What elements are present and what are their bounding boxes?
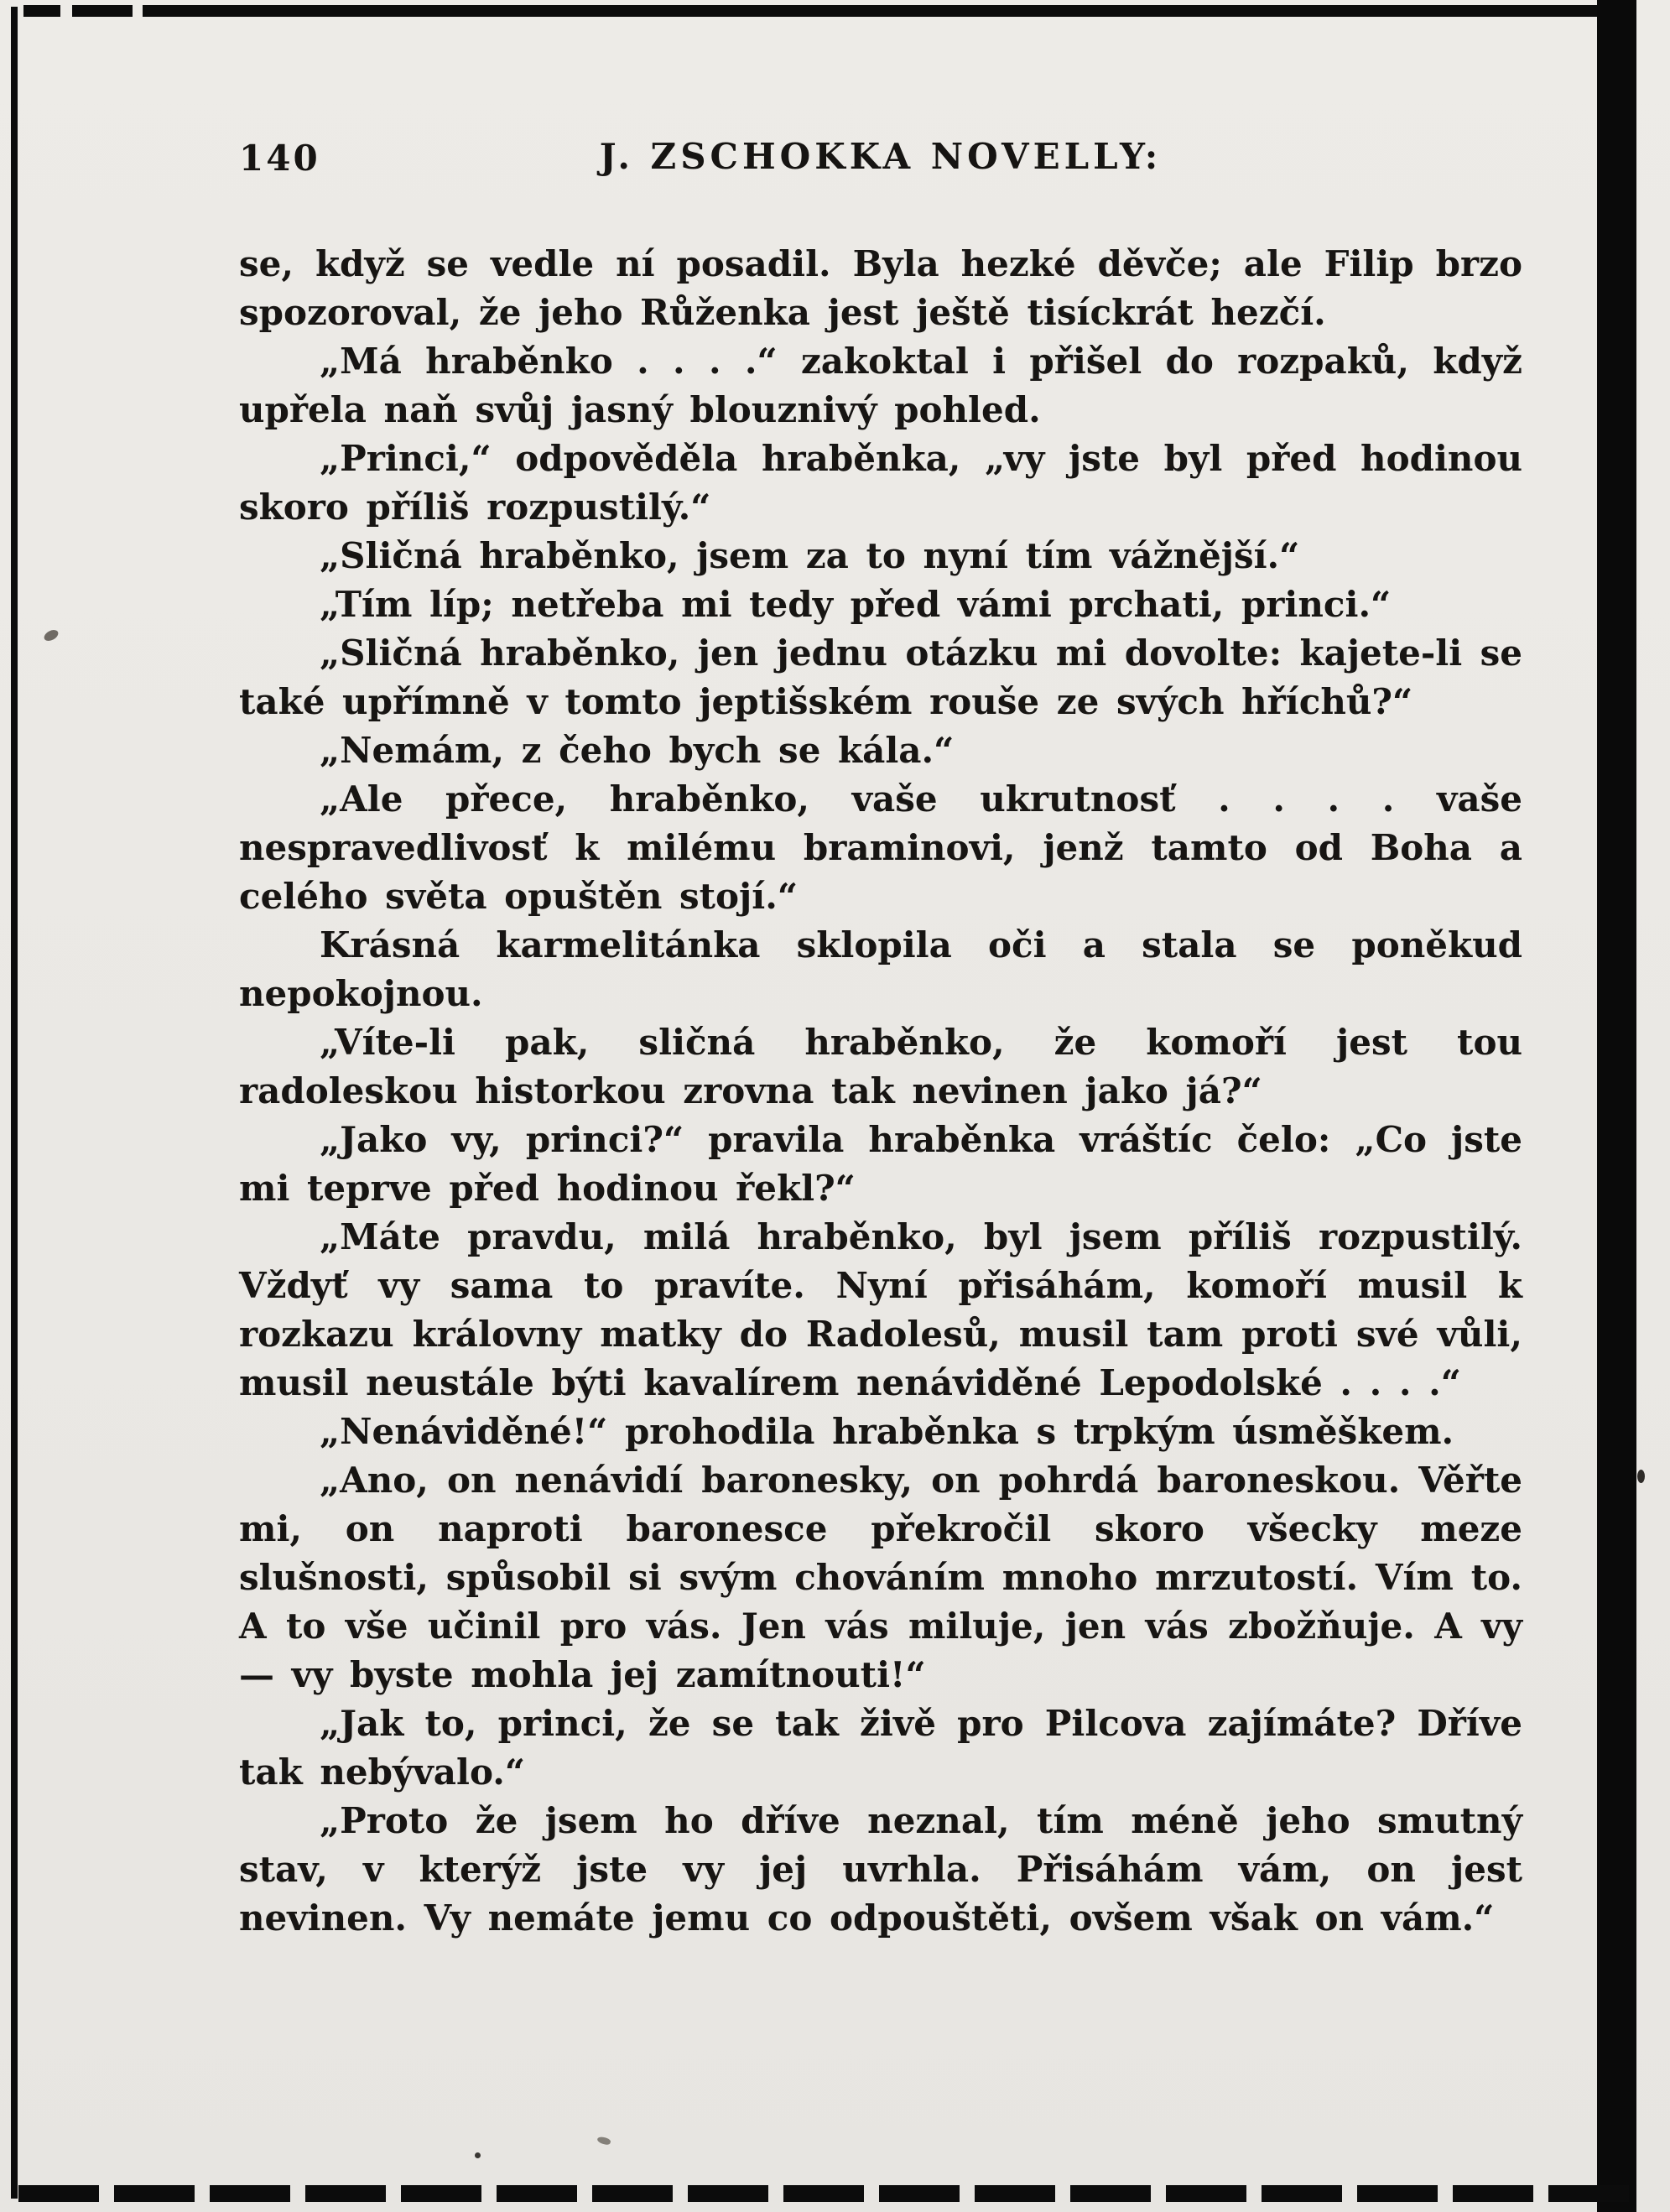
- paragraph: „Sličná hraběnko, jsem za to nyní tím vážnější.“: [320, 535, 1300, 576]
- paragraph: „Tím líp; netřeba mi tedy před vámi prchati, princi.“: [320, 584, 1392, 625]
- text-body: [239, 240, 1522, 1943]
- paragraph: „Má hraběnko . . . .“ zakoktal i přišel do rozpaků, když upřela naň svůj jasný blouznivý pohled.: [239, 341, 1522, 430]
- page-header: [239, 136, 1522, 188]
- paragraph: Krásná karmelitánka sklopila oči a stala se poněkud nepokojnou.: [239, 924, 1522, 1014]
- paragraph: „Sličná hraběnko, jen jednu otázku mi dovolte: kajete-li se také upřímně v tomto jeptišském rouše ze svých hříchů?“: [239, 632, 1522, 722]
- scan-border-top: [23, 5, 1633, 17]
- paragraph: „Jako vy, princi?“ pravila hraběnka vráštíc čelo: „Co jste mi teprve před hodinou řekl?“: [239, 1119, 1522, 1209]
- paragraph: „Víte-li pak, sličná hraběnko, že komoří jest tou radoleskou historkou zrovna tak nevinen jako já?“: [239, 1022, 1522, 1111]
- paragraph: „Proto že jsem ho dříve neznal, tím méně jeho smutný stav, v kterýž jste vy jej uvrhla. Přisáhám vám, on jest nevinen. Vy nemáte jemu co odpouštěti, ovšem však on vám.“: [239, 1800, 1522, 1939]
- page-number: 140: [239, 138, 320, 179]
- scan-border-bottom: [18, 2185, 1633, 2202]
- paragraph: se, když se vedle ní posadil. Byla hezké děvče; ale Filip brzo spozoroval, že jeho Růženka jest ještě tisíckrát hezčí.: [239, 243, 1522, 333]
- paragraph: „Princi,“ odpověděla hraběnka, „vy jste byl před hodinou skoro příliš rozpustilý.“: [239, 438, 1522, 528]
- paragraph: „Ale přece, hraběnko, vaše ukrutnosť . . . . vaše nespravedlivosť k milému braminovi, jenž tamto od Boha a celého světa opuštěn stojí.“: [239, 778, 1522, 917]
- running-header: J. ZSCHOKKA NOVELLY:: [599, 136, 1163, 177]
- scan-border-right: [1597, 0, 1636, 2212]
- paragraph: „Nemám, z čeho bych se kála.“: [320, 730, 955, 771]
- paragraph: „Máte pravdu, milá hraběnko, byl jsem příliš rozpustilý. Vždyť vy sama to pravíte. Nyní přisáhám, komoří musil k rozkazu královny matky do Radolesů, musil tam proti své vůli, musil neustále býti kavalírem nenáviděné Lepodolské . . . .“: [239, 1216, 1522, 1403]
- scan-border-left: [11, 7, 18, 2199]
- ink-smudge: [42, 627, 60, 643]
- paragraph: „Ano, on nenávidí baronesky, on pohrdá baroneskou. Věřte mi, on naproti baronesce překročil skoro všecky meze slušnosti, spůsobil si svým chováním mnoho mrzutostí. Vím to. A to vše učinil pro vás. Jen vás miluje, jen vás zbožňuje. A vy — vy byste mohla jej zamítnouti!“: [239, 1460, 1522, 1695]
- dust-speck: [1637, 1470, 1645, 1483]
- dust-speck: [475, 2152, 481, 2158]
- paragraph: „Nenáviděné!“ prohodila hraběnka s trpkým úsměškem.: [320, 1411, 1454, 1452]
- paragraph: „Jak to, princi, že se tak živě pro Pilcova zajímáte? Dříve tak nebývalo.“: [239, 1703, 1522, 1793]
- dust-speck: [596, 2136, 611, 2147]
